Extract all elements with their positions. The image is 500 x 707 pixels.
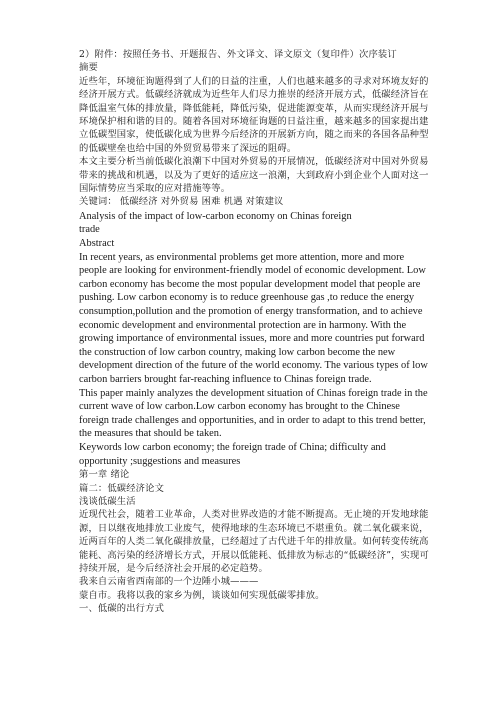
essay-label: 篇二：低碳经济论文: [79, 482, 165, 494]
essay-title: 浅谈低碳生活: [79, 495, 136, 507]
cn-keywords: 关键词： 低碳经济 对外贸易 困难 机遇 对策建议: [79, 196, 284, 208]
attachment-note: 2）附件：按照任务书、开题报告、外文译文、译文原文（复印件）次序装订: [79, 49, 397, 60]
en-abstract-paragraph-2: This paper mainly analyzes the development situation of Chinas foreign trade in the current wave of low carbon.Low carbon economy has brought to the Chinese foreign trade challenges and opportunities, and in order to adapt to this trend better, the measures that should be taken.: [79, 387, 428, 440]
text-column: [79, 48, 429, 616]
cn-abstract-heading: 摘要: [79, 62, 98, 74]
en-abstract-paragraph-1: In recent years, as environmental problems get more attention, more and more people are looking for environment-friendly model of economic development. Low carbon economy has become the most popular development model that people are pushing. Low carbon economy is to reduce greenhouse gas ,to reduce the energy consumption,pollution and the promotion of energy transformation, and to achieve economic development and environmental protection are in harmony. With the growing importance of environmental issues, more and more countries put forward the construction of low carbon country, making low carbon become the new development direction of the future of the world economy. The various types of low carbon barriers brought far-reaching influence to Chinas foreign trade.: [79, 251, 428, 385]
essay-paragraph-2-line-2: 蒙自市。我将以我的家乡为例，谈谈如何实现低碳零排放。: [79, 589, 325, 601]
cn-abstract-paragraph-2: 本文主要分析当前低碳化浪潮下中国对外贸易的开展情况，低碳经济对中国对外贸易带来的挑战和机遇，以及为了更好的适应这一浪潮，大到政府小到企业个人面对这一国际情势应当采取的应对措施等等。: [79, 156, 429, 195]
essay-paragraph-2-line-1: 我来自云南省西南部的一个边陲小城———: [79, 576, 259, 588]
en-title-line-2: trade: [79, 224, 100, 236]
section-heading-1: 一、低碳的出行方式: [79, 603, 165, 615]
en-title-line-1: Analysis of the impact of low-carbon economy on Chinas foreign: [79, 210, 352, 222]
essay-paragraph-1: 近现代社会，随着工业革命，人类对世界改造的才能不断提高。无止境的开发地球能源，日以继夜地排放工业废气，使得地球的生态环境已不堪重负。就二氧化碳来说，近两百年的人类二氧化碳排放量，已经超过了古代进千年的排放量。如何转变传统高能耗、高污染的经济增长方式，开展以低能耗、低排放为标志的“低碳经济”，实现可持续开展，是今后经济社会开展的必定趋势。: [79, 509, 429, 574]
chapter-heading: 第一章 绪论: [79, 469, 130, 481]
en-keywords: Keywords low carbon economy; the foreign trade of China; difficulty and opportunity ;suggestions and measures: [79, 441, 386, 467]
en-abstract-heading: Abstract: [79, 238, 115, 250]
cn-abstract-paragraph-1: 近些年，环境征询题得到了人们的日益的注重，人们也越来越多的寻求对环境友好的经济开展方式。低碳经济就成为近些年人们尽力推崇的经济开展方式，低碳经济旨在降低温室气体的排放量，降低能耗，降低污染，促进能源变革，从而实现经济开展与环境保护相和谐的目的。随着各国对环境征询题的日益注重，越来越多的国家提出建立低碳型国家，使低碳化成为世界今后经济的开展新方向，随之而来的各国各品种型的低碳壁垒也给中国的外贸贸易带来了深远的阻碍。: [79, 75, 429, 154]
